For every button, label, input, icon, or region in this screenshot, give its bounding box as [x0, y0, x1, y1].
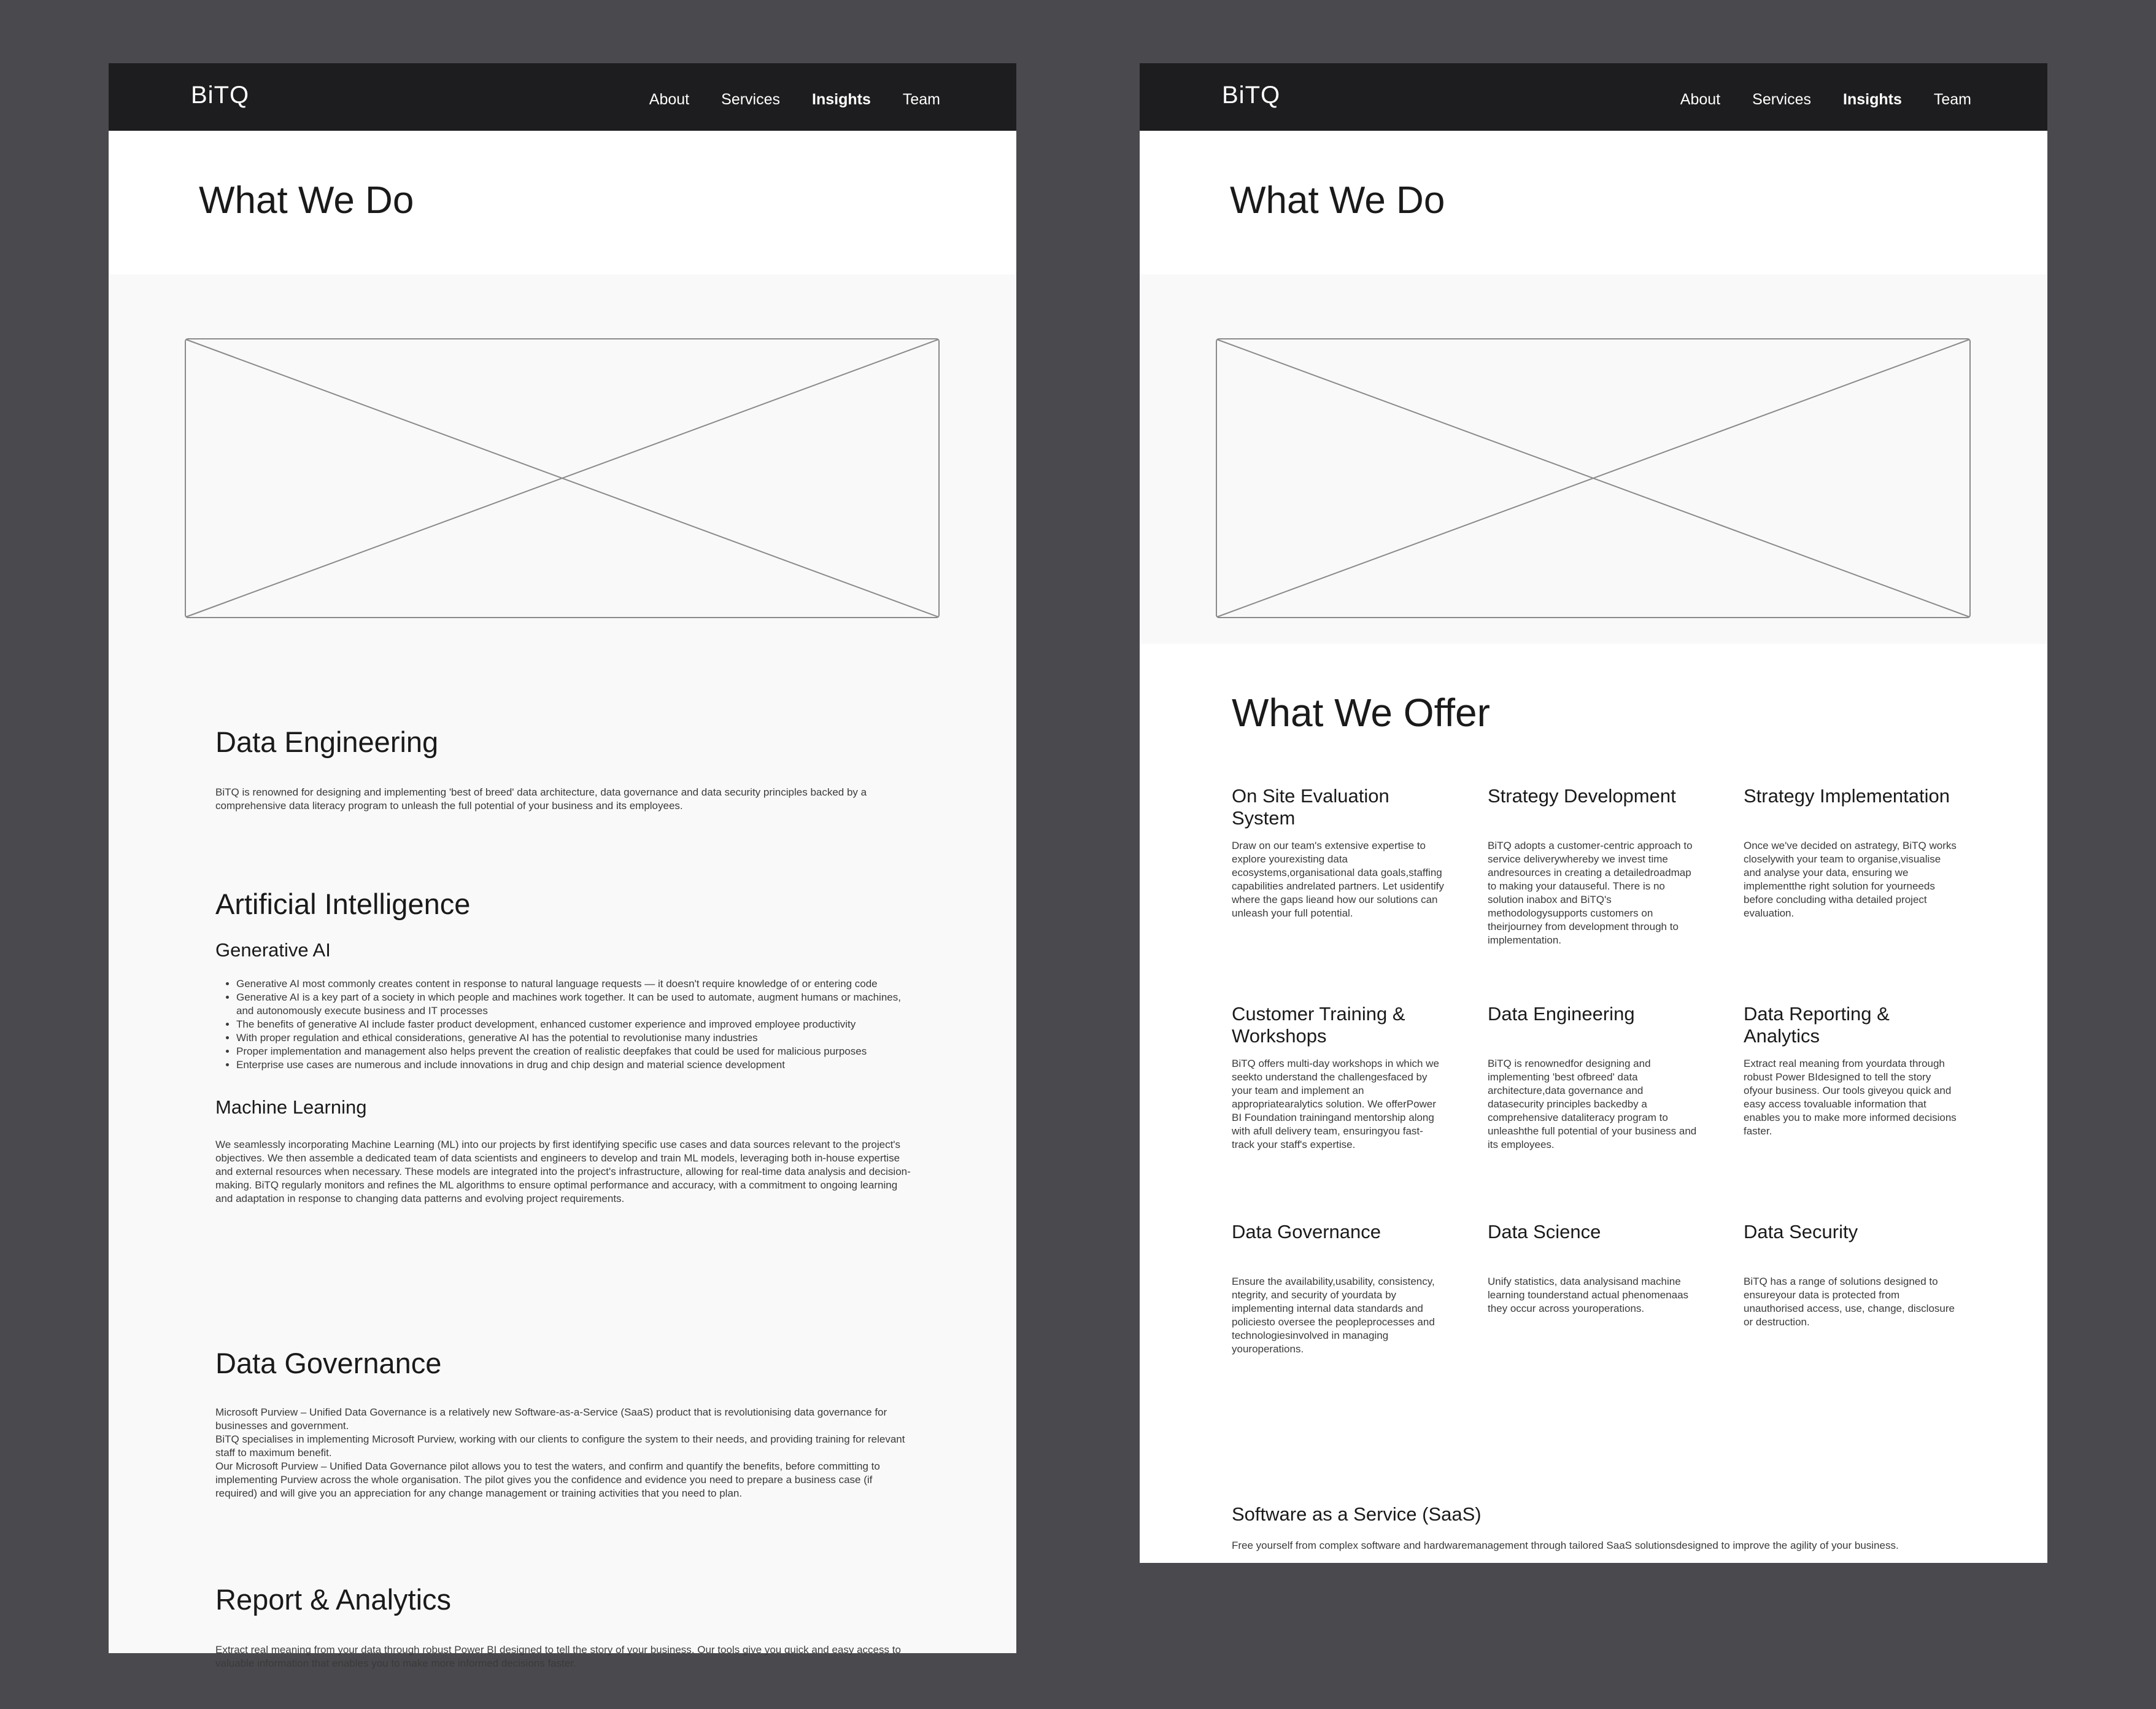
offer-body: BiTQ is renownedfor designing and implementing 'best ofbreed' data architecture,data governance and datasecurity principles backedby a comprehensive dataliteracy program to unleashthe full potential of your business and its employees. [1488, 1058, 1697, 1150]
section-body: BiTQ is renowned for designing and implementing 'best of breed' data architecture, data governance and data security principles backed by a comprehensive data literacy program to unleash the full potential of your business and its employees. [215, 786, 867, 812]
offer-body: Draw on our team's extensive expertise to explore yourexisting data ecosystems,organisational data goals,staffing capabilities andrelated partners. Let usidentify where the gaps lieand how our solutions can unleash your full potential. [1232, 840, 1444, 919]
offer-card[interactable] [1488, 1003, 1701, 1221]
page-what-we-offer [1140, 63, 2047, 1563]
placeholder-cross-icon [186, 339, 938, 617]
paragraph: Our Microsoft Purview – Unified Data Governance pilot allows you to test the waters, and confirm and quantify the benefits, before committing to implementing Purview across the whole organisation. The pilot gives you the confidence and evidence you need to prepare a business case (if required) and will give you an appreciation for any change management or training activities that you need to plan. [215, 1460, 880, 1499]
list-item: • Proper implementation and management also helps prevent the creation of realistic deepfakes that could be used for malicious purposes [236, 1045, 915, 1058]
offer-card[interactable] [1488, 785, 1701, 1003]
offer-title: Data Science [1488, 1221, 1601, 1242]
image-placeholder [1216, 338, 1971, 618]
offer-title: Data Governance [1232, 1221, 1381, 1242]
offer-body: BiTQ offers multi-day workshops in which we seekto understand the challengesfaced by your team and implement an appropriatearalytics solution. We offerPower BI Foundation trainingand mentorship along with afull delivery team, ensuringyou fast-track your staff's expertise. [1232, 1058, 1439, 1150]
offer-card[interactable] [1744, 785, 1957, 1003]
subsection-title-machine-learning: Machine Learning [215, 1096, 367, 1118]
section-body [215, 1406, 915, 1500]
placeholder-cross-icon [1217, 339, 1969, 617]
offer-body: BiTQ adopts a customer-centric approach to service deliverywhereby we invest time andresources in creating a detailedroadmap to making your datauseful. There is no solution inabox and BiTQ's methodologysupports customers on theirjourney from development through to implementation. [1488, 840, 1693, 946]
offer-body: BiTQ has a range of solutions designed to ensureyour data is protected from unauthorised access, use, change, disclosure or destruction. [1744, 1276, 1955, 1328]
nav-item-team[interactable]: Team [1933, 91, 1971, 108]
section-title: Data Engineering [215, 726, 439, 758]
nav-menu [1680, 91, 1971, 109]
offer-body: Once we've decided on astrategy, BiTQ works closelywith your team to organise,visualise and analyse your data, ensuring we implementthe right solution for yourneeds before concluding witha detailed project evaluation. [1744, 840, 1957, 919]
image-band [1140, 274, 2047, 644]
nav-item-insights[interactable]: Insights [812, 91, 871, 108]
hero [1140, 131, 2047, 274]
saas-body: Free yourself from complex software and hardwaremanagement through tailored SaaS solutionsdesigned to improve the agility of your business. [1232, 1540, 1899, 1551]
offer-title: On Site Evaluation System [1232, 785, 1389, 829]
list-item: • Enterprise use cases are numerous and include innovations in drug and chip design and material science development [236, 1058, 915, 1072]
generative-ai-list [215, 977, 915, 1072]
offer-body: Unify statistics, data analysisand machine learning tounderstand actual phenomenaas they occur across youroperations. [1488, 1276, 1689, 1314]
nav-item-insights[interactable]: Insights [1843, 91, 1902, 108]
page-what-we-do [109, 63, 1016, 1669]
section-title: Data Governance [215, 1347, 442, 1379]
what-we-offer-section [1140, 644, 2047, 1563]
nav-menu [649, 91, 940, 109]
nav-item-services[interactable]: Services [721, 91, 781, 108]
section-data-engineering [215, 725, 915, 813]
offer-card[interactable] [1744, 1003, 1957, 1221]
page-title: What We Do [1230, 179, 1445, 222]
nav-item-team[interactable]: Team [902, 91, 940, 108]
brand-logo[interactable]: BiTQ [1222, 82, 1281, 109]
section-title: Report & Analytics [215, 1583, 452, 1616]
offer-title: Data Reporting & Analytics [1744, 1003, 1890, 1047]
section-data-governance [215, 1346, 915, 1500]
offer-body: Extract real meaning from yourdata through robust Power BIdesigned to tell the story ofyour business. Our tools giveyou quick and easy access tovaluable information that enables you to make more informed decisions faster. [1744, 1058, 1957, 1137]
list-item: • With proper regulation and ethical considerations, generative AI has the potential to revolutionise many industries [236, 1031, 915, 1045]
offer-title: Data Security [1744, 1221, 1858, 1242]
section-report-analytics [215, 1583, 915, 1670]
offer-grid [1232, 785, 1957, 1439]
page-title: What We Do [199, 179, 414, 222]
section-ai [215, 887, 915, 1206]
section-body: Extract real meaning from your data through robust Power BI designed to tell the story of your business. Our tools give you quick and easy access to valuable information that enables you to make more informed decisions faster. [215, 1644, 901, 1669]
offer-card[interactable] [1232, 1221, 1445, 1439]
offer-title: Strategy Development [1488, 785, 1676, 807]
nav-item-services[interactable]: Services [1752, 91, 1812, 108]
list-item: • Generative AI most commonly creates content in response to natural language requests — it doesn't require knowledge of or entering code [236, 977, 915, 991]
offer-card[interactable] [1744, 1221, 1957, 1439]
image-placeholder [185, 338, 940, 618]
paragraph: BiTQ specialises in implementing Microsoft Purview, working with our clients to configure the system to their needs, and providing training for relevant staff to maximum benefit. [215, 1433, 905, 1459]
saas-section [1232, 1503, 1919, 1552]
nav-item-about[interactable]: About [1680, 91, 1721, 108]
offer-card[interactable] [1488, 1221, 1701, 1439]
top-nav [1140, 63, 2047, 131]
offer-title: Customer Training & Workshops [1232, 1003, 1405, 1047]
machine-learning-body: We seamlessly incorporating Machine Learning (ML) into our projects by first identifying specific use cases and data sources relevant to the project's objectives. We then assemble a dedicated team of data scientists and engineers to develop and train ML models, leveraging both in-house expertise and external resources when necessary. These models are integrated into the project's infrastructure, allowing for real-time data analysis and decision-making. BiTQ regularly monitors and refines the ML algorithms to ensure optimal performance and accuracy, with a commitment to ongoing learning and adaptation in response to changing data patterns and evolving project requirements. [215, 1139, 911, 1204]
offer-title: Strategy Implementation [1744, 785, 1950, 807]
list-item: • Generative AI is a key part of a society in which people and machines work together. It can be used to automate, augment humans or machines, and autonomously execute business and IT processes [236, 991, 915, 1018]
subsection-title-generative-ai: Generative AI [215, 939, 331, 961]
section-title: What We Offer [1232, 691, 1490, 735]
section-title: Artificial Intelligence [215, 888, 471, 920]
offer-card[interactable] [1232, 785, 1445, 1003]
saas-title: Software as a Service (SaaS) [1232, 1503, 1482, 1525]
top-nav [109, 63, 1016, 131]
hero [109, 131, 1016, 274]
content-area [109, 274, 1016, 1669]
nav-item-about[interactable]: About [649, 91, 690, 108]
brand-logo[interactable]: BiTQ [191, 82, 250, 109]
offer-body: Ensure the availability,usability, consistency, ntegrity, and security of yourdata by implementing internal data standards and policiesto oversee the peopleprocesses and technologiesinvolved in managing youroperations. [1232, 1276, 1435, 1355]
offer-title: Data Engineering [1488, 1003, 1635, 1025]
list-item: • The benefits of generative AI include faster product development, enhanced customer experience and improved employee productivity [236, 1018, 915, 1031]
paragraph: Microsoft Purview – Unified Data Governance is a relatively new Software-as-a-Service (SaaS) product that is revolutionising data governance for businesses and government. [215, 1406, 887, 1432]
offer-card[interactable] [1232, 1003, 1445, 1221]
